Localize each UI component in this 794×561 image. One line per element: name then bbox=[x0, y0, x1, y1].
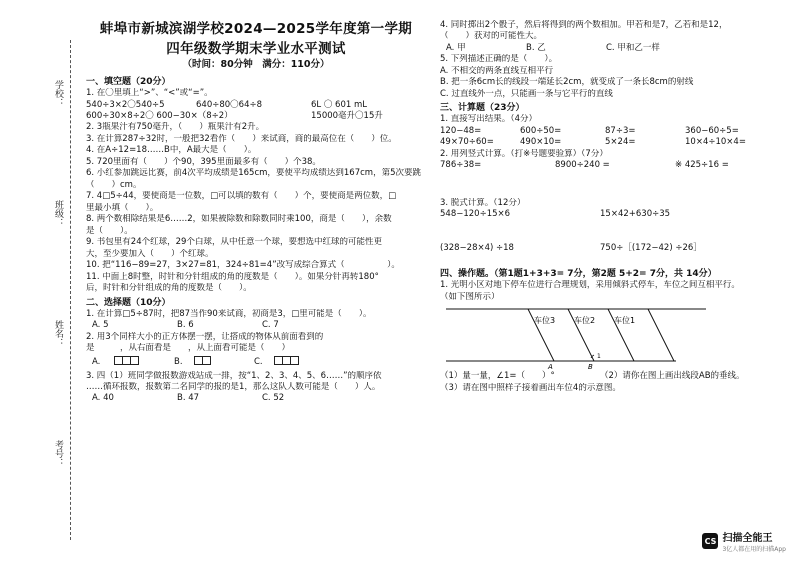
section-choice: 二、选择题（10分） bbox=[86, 297, 171, 308]
cube-figure-a bbox=[114, 356, 174, 369]
choice-3-cont: ……循环报数，报数第二名同学的报的是1，那么这队人数可能是（ ）人。 bbox=[86, 382, 381, 392]
cube-figure-c bbox=[274, 356, 298, 369]
compare-item: 640÷80〇64÷8 bbox=[196, 99, 263, 110]
question-9: 9. 书包里有24个红球，29个白球，从中任意一个球，要想选中红球的可能性更 bbox=[86, 237, 382, 248]
choice-5: 5. 下列描述正确的是（ ）。 bbox=[440, 54, 558, 65]
choice-5-c: C. 过直线外一点，只能画一条与它平行的直线 bbox=[440, 88, 613, 99]
question-6-cont: （ ）cm。 bbox=[86, 179, 142, 190]
calc-item: 750÷［(172−42) ÷26］ bbox=[600, 242, 702, 253]
calc-1-row-1 bbox=[440, 126, 785, 137]
option-c: C. 52 bbox=[262, 393, 285, 404]
camscanner-logo-icon: CS bbox=[702, 533, 718, 549]
binding-school: 学校： bbox=[53, 80, 63, 107]
calc-item: 49×70÷60= bbox=[440, 137, 494, 148]
calc-1-row-2 bbox=[440, 137, 785, 148]
choice-2-figures bbox=[86, 355, 426, 371]
calc-3-row-2 bbox=[440, 243, 785, 254]
calc-item: 600÷50= bbox=[520, 125, 562, 136]
calc-item: 10×4÷10×4= bbox=[685, 137, 746, 148]
binding-name: 姓名： bbox=[53, 320, 63, 347]
option-c: C. 甲和乙一样 bbox=[606, 42, 660, 53]
spot-2-label: 车位2 bbox=[574, 316, 596, 326]
scanner-tagline: 3亿人都在用的扫描App bbox=[722, 546, 786, 553]
operation-1-subs bbox=[440, 371, 785, 382]
choice-1-options bbox=[86, 320, 426, 331]
scanner-watermark bbox=[702, 529, 786, 553]
question-1-row-2 bbox=[86, 111, 426, 122]
parking-diagram bbox=[444, 305, 724, 369]
calc-item: 15×42+630÷35 bbox=[600, 209, 671, 220]
point-b: B bbox=[588, 363, 593, 370]
choice-2: 2. 用3个同样大小的正方体摆一摆，让搭成的物体从前面看到的 bbox=[86, 331, 324, 342]
calc-item: ※ 425÷16 = bbox=[675, 160, 729, 171]
binding-id: 考号： bbox=[53, 440, 63, 467]
option-a-label: A. bbox=[92, 356, 101, 367]
question-7: 7. 4□5÷44，要使商是一位数，□可以填的数有（ ）个，要使商是两位数，□ bbox=[86, 191, 397, 202]
calc-item: 5×24= bbox=[605, 137, 636, 148]
right-column bbox=[440, 20, 785, 394]
section-fill-blank: 一、填空题（20分） bbox=[86, 76, 171, 87]
point-a: A bbox=[548, 363, 553, 370]
exam-subtitle: （时间：80分钟 满分：110分） bbox=[182, 59, 330, 71]
question-7-cont: 里最小填（ ）。 bbox=[86, 202, 159, 213]
compare-item: 6L 〇 601 mL bbox=[311, 99, 367, 110]
option-a: A. 甲 bbox=[446, 42, 466, 53]
question-2: 2. 3瓶果汁有750毫升，（ ）瓶果汁有2升。 bbox=[86, 122, 265, 133]
question-8: 8. 两个数相除结果是6……2，如果被除数和除数同时乘100，商是（ ），余数 bbox=[86, 214, 392, 225]
question-1-row-1 bbox=[86, 100, 426, 111]
compare-item: 600÷30×8÷2〇 600−30×（8÷2） bbox=[86, 111, 233, 122]
operation-1-sub-1: （1）量一量，∠1=（ ）° bbox=[440, 371, 555, 382]
question-8-cont: 是（ ）。 bbox=[86, 225, 133, 236]
option-b: B. 乙 bbox=[526, 42, 546, 53]
calc-item: (328−28×4) ÷18 bbox=[440, 242, 514, 253]
compare-item: 540÷3×2〇540÷5 bbox=[86, 99, 165, 110]
binding-class: 班级： bbox=[53, 200, 63, 227]
calc-2-items bbox=[440, 160, 785, 171]
question-5: 5. 720里面有（ ）个90，395里面最多有（ ）个38。 bbox=[86, 156, 321, 167]
choice-3: 3. 四（1）班同学做报数游戏站成一排，按“1、2、3、4、5、6……”的顺序依 bbox=[86, 370, 382, 381]
choice-5-b: B. 把一条6cm长的线段一端延长2cm，就变成了一条长8cm的射线 bbox=[440, 77, 694, 88]
calc-item: 360−60÷5= bbox=[685, 125, 739, 136]
calc-3-row-1 bbox=[440, 209, 785, 220]
option-a: A. 40 bbox=[92, 393, 114, 404]
question-1: 1. 在〇里填上“>”、“<”或“=”。 bbox=[86, 88, 213, 99]
section-operation: 四、操作题。（第1题1+3+3= 7分，第2题 5+2= 7分，共 14分） bbox=[440, 269, 717, 280]
binding-margin bbox=[22, 40, 82, 540]
option-b: B. 47 bbox=[177, 393, 200, 404]
calc-item: 87÷3= bbox=[605, 125, 636, 136]
calc-2: 2. 用列竖式计算。（打※号题要验算）（7分） bbox=[440, 148, 608, 159]
calc-item: 120−48= bbox=[440, 125, 482, 136]
exam-title-2: 四年级数学期末学业水平测试 bbox=[166, 40, 346, 57]
option-c-label: C. bbox=[254, 356, 263, 367]
question-11: 11. 中面上8时整，时针和分针组成的角的度数是（ ）。如果分针再转180° bbox=[86, 271, 379, 282]
calc-item: 8900÷240 = bbox=[555, 160, 610, 171]
operation-1-sub-3: （3）请在图中照样子接着画出车位4的示意图。 bbox=[440, 382, 621, 393]
spot-3-label: 车位3 bbox=[534, 316, 556, 326]
calc-3: 3. 脱式计算。（12分） bbox=[440, 197, 526, 208]
cube-figure-b bbox=[194, 356, 254, 369]
choice-5-a: A. 不相交的两条直线互相平行 bbox=[440, 65, 554, 76]
question-11-cont: 后，时针和分针组成的角的度数是（ ）。 bbox=[86, 283, 252, 294]
binding-line bbox=[70, 40, 71, 540]
question-4: 4. 在A÷12=18……B中，A最大是（ ）。 bbox=[86, 145, 257, 156]
operation-1-sub-2: （2）请你在图上画出线段AB的垂线。 bbox=[600, 371, 745, 382]
choice-4-options bbox=[440, 43, 785, 54]
option-c: C. 7 bbox=[262, 320, 279, 331]
option-b-label: B. bbox=[174, 356, 183, 367]
operation-1: 1. 光明小区对地下停车位进行合理规划，采用倾斜式停车，车位之间互相平行。 bbox=[440, 280, 740, 291]
choice-3-options bbox=[86, 393, 426, 404]
question-10: 10. 把“116−89=27，3×27=81，324÷81=4”改写成综合算式（ ）。 bbox=[86, 260, 400, 271]
section-calculation: 三、计算题（23分） bbox=[440, 103, 525, 114]
question-3: 3. 在计算287÷32时，一般把32看作（ ）来试商，商的最高位在（ ）位。 bbox=[86, 133, 397, 144]
option-a: A. 5 bbox=[92, 320, 109, 331]
parking-figure bbox=[444, 305, 724, 369]
scanner-brand: 扫描全能王 bbox=[722, 533, 773, 544]
operation-1-cont: （如下图所示） bbox=[440, 291, 500, 302]
angle-1-label: 1 bbox=[597, 353, 601, 361]
choice-1: 1. 在计算□5÷87时，把87当作90来试商，初商是3，□里可能是（ ）。 bbox=[86, 308, 372, 319]
option-b: B. 6 bbox=[177, 320, 194, 331]
question-6: 6. 小红参加跳远比赛，前4次平均成绩是165cm，要使平均成绩达到167cm，第5次要跳 bbox=[86, 168, 421, 179]
choice-4: 4. 同时掷出2个骰子，然后将得到的两个数相加。甲若和是7，乙若和是12， bbox=[440, 20, 728, 30]
question-9-cont: 大，至少要加入（ ）个红球。 bbox=[86, 248, 214, 259]
choice-4-cont: （ ）获对的可能性大。 bbox=[440, 31, 543, 42]
calc-1: 1. 直接写出结果。（4分） bbox=[440, 114, 537, 125]
compare-item: 15000毫升〇15升 bbox=[311, 111, 383, 122]
spot-1-label: 车位1 bbox=[614, 316, 636, 326]
left-column bbox=[86, 20, 426, 405]
calc-item: 786÷38= bbox=[440, 160, 482, 171]
choice-2-cont: 是 ，从右面看是 ，从上面看可能是（ ） bbox=[86, 343, 291, 354]
exam-title-1: 蚌埠市新城滨湖学校2024—2025学年度第一学期 bbox=[99, 21, 413, 37]
calc-item: 490×10= bbox=[520, 137, 562, 148]
calc-item: 548−120÷15×6 bbox=[440, 209, 511, 220]
